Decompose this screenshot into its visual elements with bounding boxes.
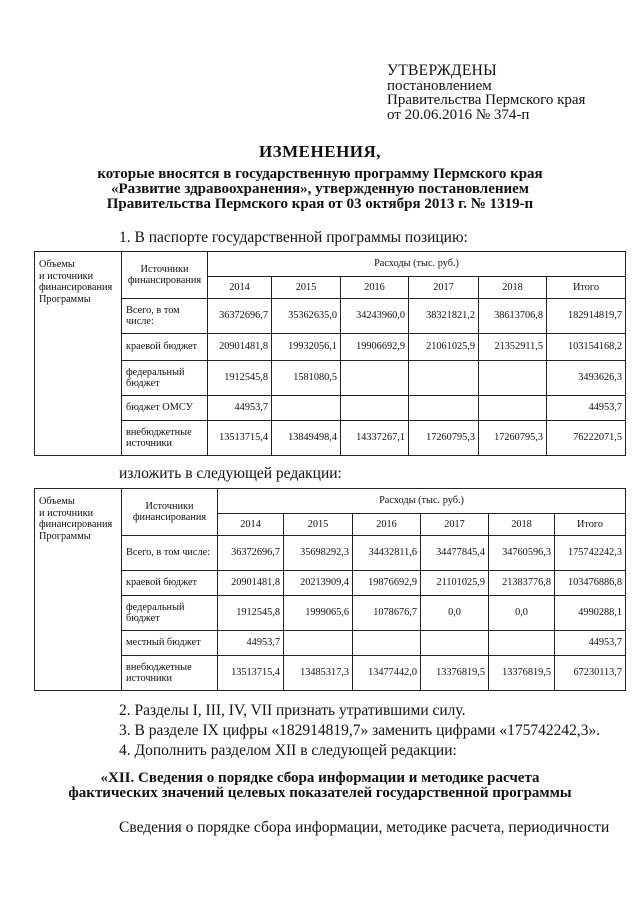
cell: 13849498,4 [272, 421, 341, 456]
approval-date: от 20.06.2016 № 374-п [387, 106, 530, 123]
cell: 21352911,5 [479, 334, 547, 361]
cell: 13485317,3 [284, 656, 353, 691]
year-header: 2014 [218, 514, 284, 536]
cell: 21383776,8 [489, 571, 555, 596]
row-label: внебюджетные источники [122, 656, 218, 691]
year-header: 2016 [341, 277, 409, 299]
table-row [35, 656, 626, 691]
table-row [35, 571, 626, 596]
cell: 13376819,5 [421, 656, 489, 691]
cell: 1912545,8 [208, 361, 272, 396]
expenses-label: Расходы (тыс. руб.) [208, 252, 626, 277]
cell: 182914819,7 [547, 299, 626, 334]
cell: 44953,7 [218, 631, 284, 656]
col-src-label: Источники финансирования [122, 489, 218, 536]
cell: 1581080,5 [272, 361, 341, 396]
section-title-line: «XII. Сведения о порядке сбора информации и методике расчета [100, 770, 540, 786]
cell [272, 396, 341, 421]
row-label: краевой бюджет [122, 334, 208, 361]
subtitle-line: «Развитие здравоохранения», утвержденную постановлением [110, 181, 530, 197]
cell: 44953,7 [208, 396, 272, 421]
section-12-title [0, 771, 640, 801]
cell: 0,0 [421, 596, 489, 631]
row-label: бюджет ОМСУ [122, 396, 208, 421]
cell [353, 631, 421, 656]
cell [341, 396, 409, 421]
total-header: Итого [555, 514, 626, 536]
cell: 76222071,5 [547, 421, 626, 456]
item-1-after: изложить в следующей редакции: [119, 465, 342, 482]
cell: 19876692,9 [353, 571, 421, 596]
cell: 20213909,4 [284, 571, 353, 596]
last-paragraph: Сведения о порядке сбора информации, методике расчета, периодичности [119, 819, 610, 836]
cell: 38613706,8 [479, 299, 547, 334]
col-src-label: Источники финансирования [122, 252, 208, 299]
approval-title: УТВЕРЖДЕНЫ [387, 62, 497, 79]
year-header: 2014 [208, 277, 272, 299]
cell: 0,0 [489, 596, 555, 631]
cell: 17260795,3 [479, 421, 547, 456]
year-header: 2015 [284, 514, 353, 536]
cell [341, 361, 409, 396]
col-obj-label: Объемы и источники финансирования Программы [35, 252, 122, 456]
cell: 20901481,8 [218, 571, 284, 596]
cell: 34432811,6 [353, 536, 421, 571]
item-1: 1. В паспорте государственной программы позицию: [119, 229, 468, 246]
cell [421, 631, 489, 656]
document-title: ИЗМЕНЕНИЯ, [258, 142, 382, 161]
approval-line: Правительства Пермского края [387, 92, 586, 108]
cell: 19932056,1 [272, 334, 341, 361]
document-subtitle [0, 167, 640, 212]
cell: 35698292,3 [284, 536, 353, 571]
cell: 103476886,8 [555, 571, 626, 596]
cell: 44953,7 [547, 396, 626, 421]
approval-line: постановлением [387, 77, 492, 94]
cell: 17260795,3 [409, 421, 479, 456]
row-label: Всего, в том числе: [122, 299, 208, 334]
cell: 34760596,3 [489, 536, 555, 571]
row-label: внебюджетные источники [122, 421, 208, 456]
col-obj-label: Объемы и источники финансирования Программы [35, 489, 122, 691]
table-row [35, 396, 626, 421]
cell: 21061025,9 [409, 334, 479, 361]
cell: 103154168,2 [547, 334, 626, 361]
funding-table-old [34, 251, 626, 456]
table-row [35, 334, 626, 361]
cell: 38321821,2 [409, 299, 479, 334]
cell [409, 396, 479, 421]
section-title-line: фактических значений целевых показателей государственной программы [68, 785, 572, 801]
cell: 13513715,4 [208, 421, 272, 456]
cell: 34477845,4 [421, 536, 489, 571]
year-header: 2018 [479, 277, 547, 299]
cell: 44953,7 [555, 631, 626, 656]
cell [479, 396, 547, 421]
approval-stamp [387, 64, 585, 122]
cell: 35362635,0 [272, 299, 341, 334]
table-row [35, 631, 626, 656]
table-row [35, 361, 626, 396]
funding-table-new [34, 488, 626, 691]
row-label: местный бюджет [122, 631, 218, 656]
table-row [35, 536, 626, 571]
cell: 21101025,9 [421, 571, 489, 596]
cell: 34243960,0 [341, 299, 409, 334]
cell: 36372696,7 [218, 536, 284, 571]
cell: 13376819,5 [489, 656, 555, 691]
row-label: федеральный бюджет [122, 361, 208, 396]
total-header: Итого [547, 277, 626, 299]
subtitle-line: которые вносятся в государственную программу Пермского края [97, 166, 543, 182]
year-header: 2016 [353, 514, 421, 536]
cell: 175742242,3 [555, 536, 626, 571]
cell: 19906692,9 [341, 334, 409, 361]
table-row [35, 299, 626, 334]
row-label: Всего, в том числе: [122, 536, 218, 571]
item-3: 3. В разделе IX цифры «182914819,7» заменить цифрами «175742242,3». [119, 722, 601, 739]
cell [284, 631, 353, 656]
cell: 1912545,8 [218, 596, 284, 631]
cell: 1999065,6 [284, 596, 353, 631]
row-label: федеральный бюджет [122, 596, 218, 631]
cell: 13477442,0 [353, 656, 421, 691]
cell: 36372696,7 [208, 299, 272, 334]
cell: 3493626,3 [547, 361, 626, 396]
cell: 13513715,4 [218, 656, 284, 691]
cell [489, 631, 555, 656]
table-row [35, 596, 626, 631]
cell: 20901481,8 [208, 334, 272, 361]
year-header: 2017 [421, 514, 489, 536]
expenses-label: Расходы (тыс. руб.) [218, 489, 626, 514]
item-2: 2. Разделы I, III, IV, VII признать утратившими силу. [119, 702, 466, 719]
item-4: 4. Дополнить разделом XII в следующей редакции: [119, 742, 457, 759]
cell: 4990288,1 [555, 596, 626, 631]
cell: 14337267,1 [341, 421, 409, 456]
year-header: 2018 [489, 514, 555, 536]
cell [479, 361, 547, 396]
cell: 67230113,7 [555, 656, 626, 691]
subtitle-line: Правительства Пермского края от 03 октября 2013 г. № 1319-п [106, 196, 534, 212]
cell: 1078676,7 [353, 596, 421, 631]
year-header: 2015 [272, 277, 341, 299]
cell [409, 361, 479, 396]
table-row [35, 421, 626, 456]
row-label: краевой бюджет [122, 571, 218, 596]
year-header: 2017 [409, 277, 479, 299]
